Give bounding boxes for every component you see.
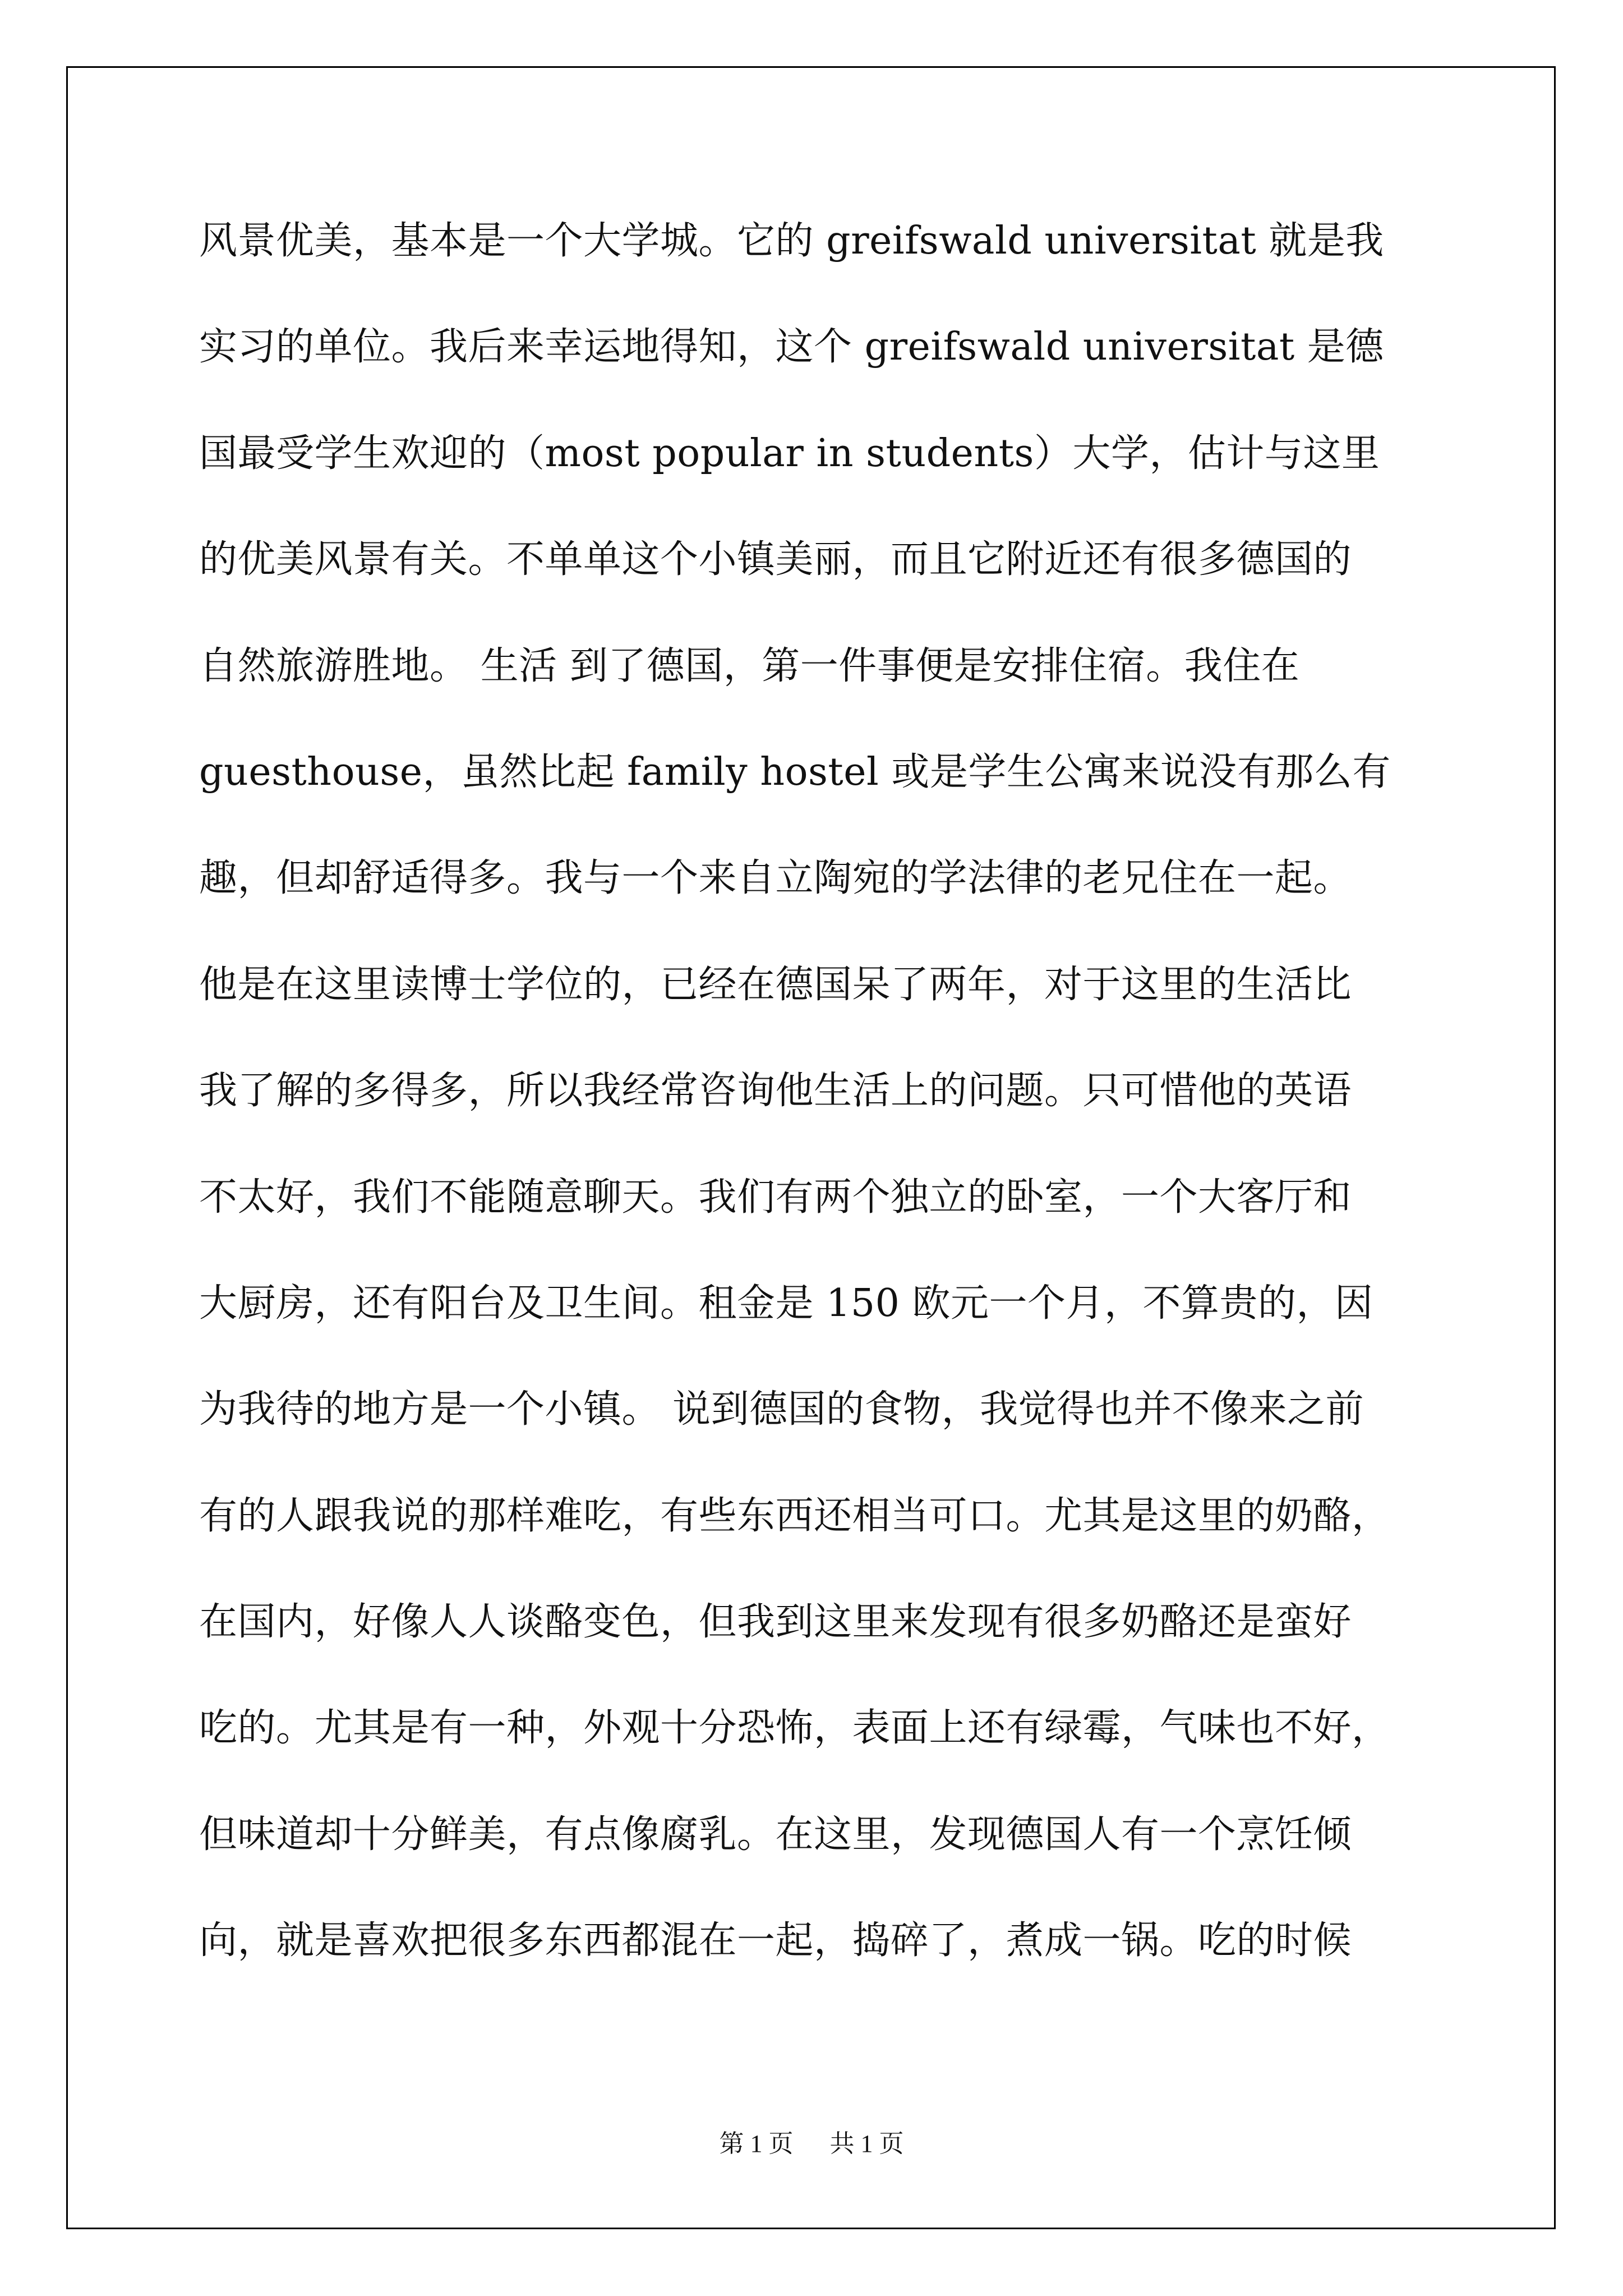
text-line: 自然旅游胜地。 生活 到了德国，第一件事便是安排住宿。我住在 — [199, 643, 1300, 688]
text-line: 的优美风景有关。不单单这个小镇美丽，而且它附近还有很多德国的 — [199, 537, 1352, 582]
text-line: 风景优美，基本是一个大学城。它的 greifswald universitat 就是我 — [199, 219, 1384, 263]
text-line: 我了解的多得多，所以我经常咨询他生活上的问题。只可惜他的英语 — [199, 1069, 1352, 1114]
text-line: 不太好，我们不能随意聊天。我们有两个独立的卧室，一个大客厅和 — [199, 1175, 1352, 1220]
page-total: 共 1 页 — [829, 2130, 904, 2157]
text-line: 为我待的地方是一个小镇。 说到德国的食物，我觉得也并不像来之前 — [199, 1387, 1364, 1432]
text-line: 有的人跟我说的那样难吃，有些东西还相当可口。尤其是这里的奶酪， — [199, 1493, 1390, 1538]
document-body — [199, 219, 1450, 2025]
page-number: 第 1 页 — [719, 2130, 794, 2157]
text-line: 国最受学生欢迎的（most popular in students）大学，估计与这里 — [199, 431, 1380, 476]
text-line: 他是在这里读博士学位的，已经在德国呆了两年，对于这里的生活比 — [199, 962, 1352, 1007]
text-line: 大厨房，还有阳台及卫生间。租金是 150 欧元一个月，不算贵的，因 — [199, 1281, 1373, 1326]
text-line: 在国内，好像人人谈酪变色，但我到这里来发现有很多奶酪还是蛮好 — [199, 1600, 1352, 1645]
text-line: 吃的。尤其是有一种，外观十分恐怖，表面上还有绿霉，气味也不好， — [199, 1706, 1390, 1751]
page-footer — [0, 2129, 1623, 2159]
text-line: 实习的单位。我后来幸运地得知，这个 greifswald universitat 是德 — [199, 325, 1384, 370]
text-line: 趣，但却舒适得多。我与一个来自立陶宛的学法律的老兄住在一起。 — [199, 856, 1352, 901]
text-line: 向，就是喜欢把很多东西都混在一起，捣碎了，煮成一锅。吃的时候 — [199, 1918, 1352, 1963]
text-line: 但味道却十分鲜美，有点像腐乳。在这里，发现德国人有一个烹饪倾 — [199, 1812, 1352, 1857]
text-line: guesthouse，虽然比起 family hostel 或是学生公寓来说没有那么有 — [199, 749, 1391, 794]
